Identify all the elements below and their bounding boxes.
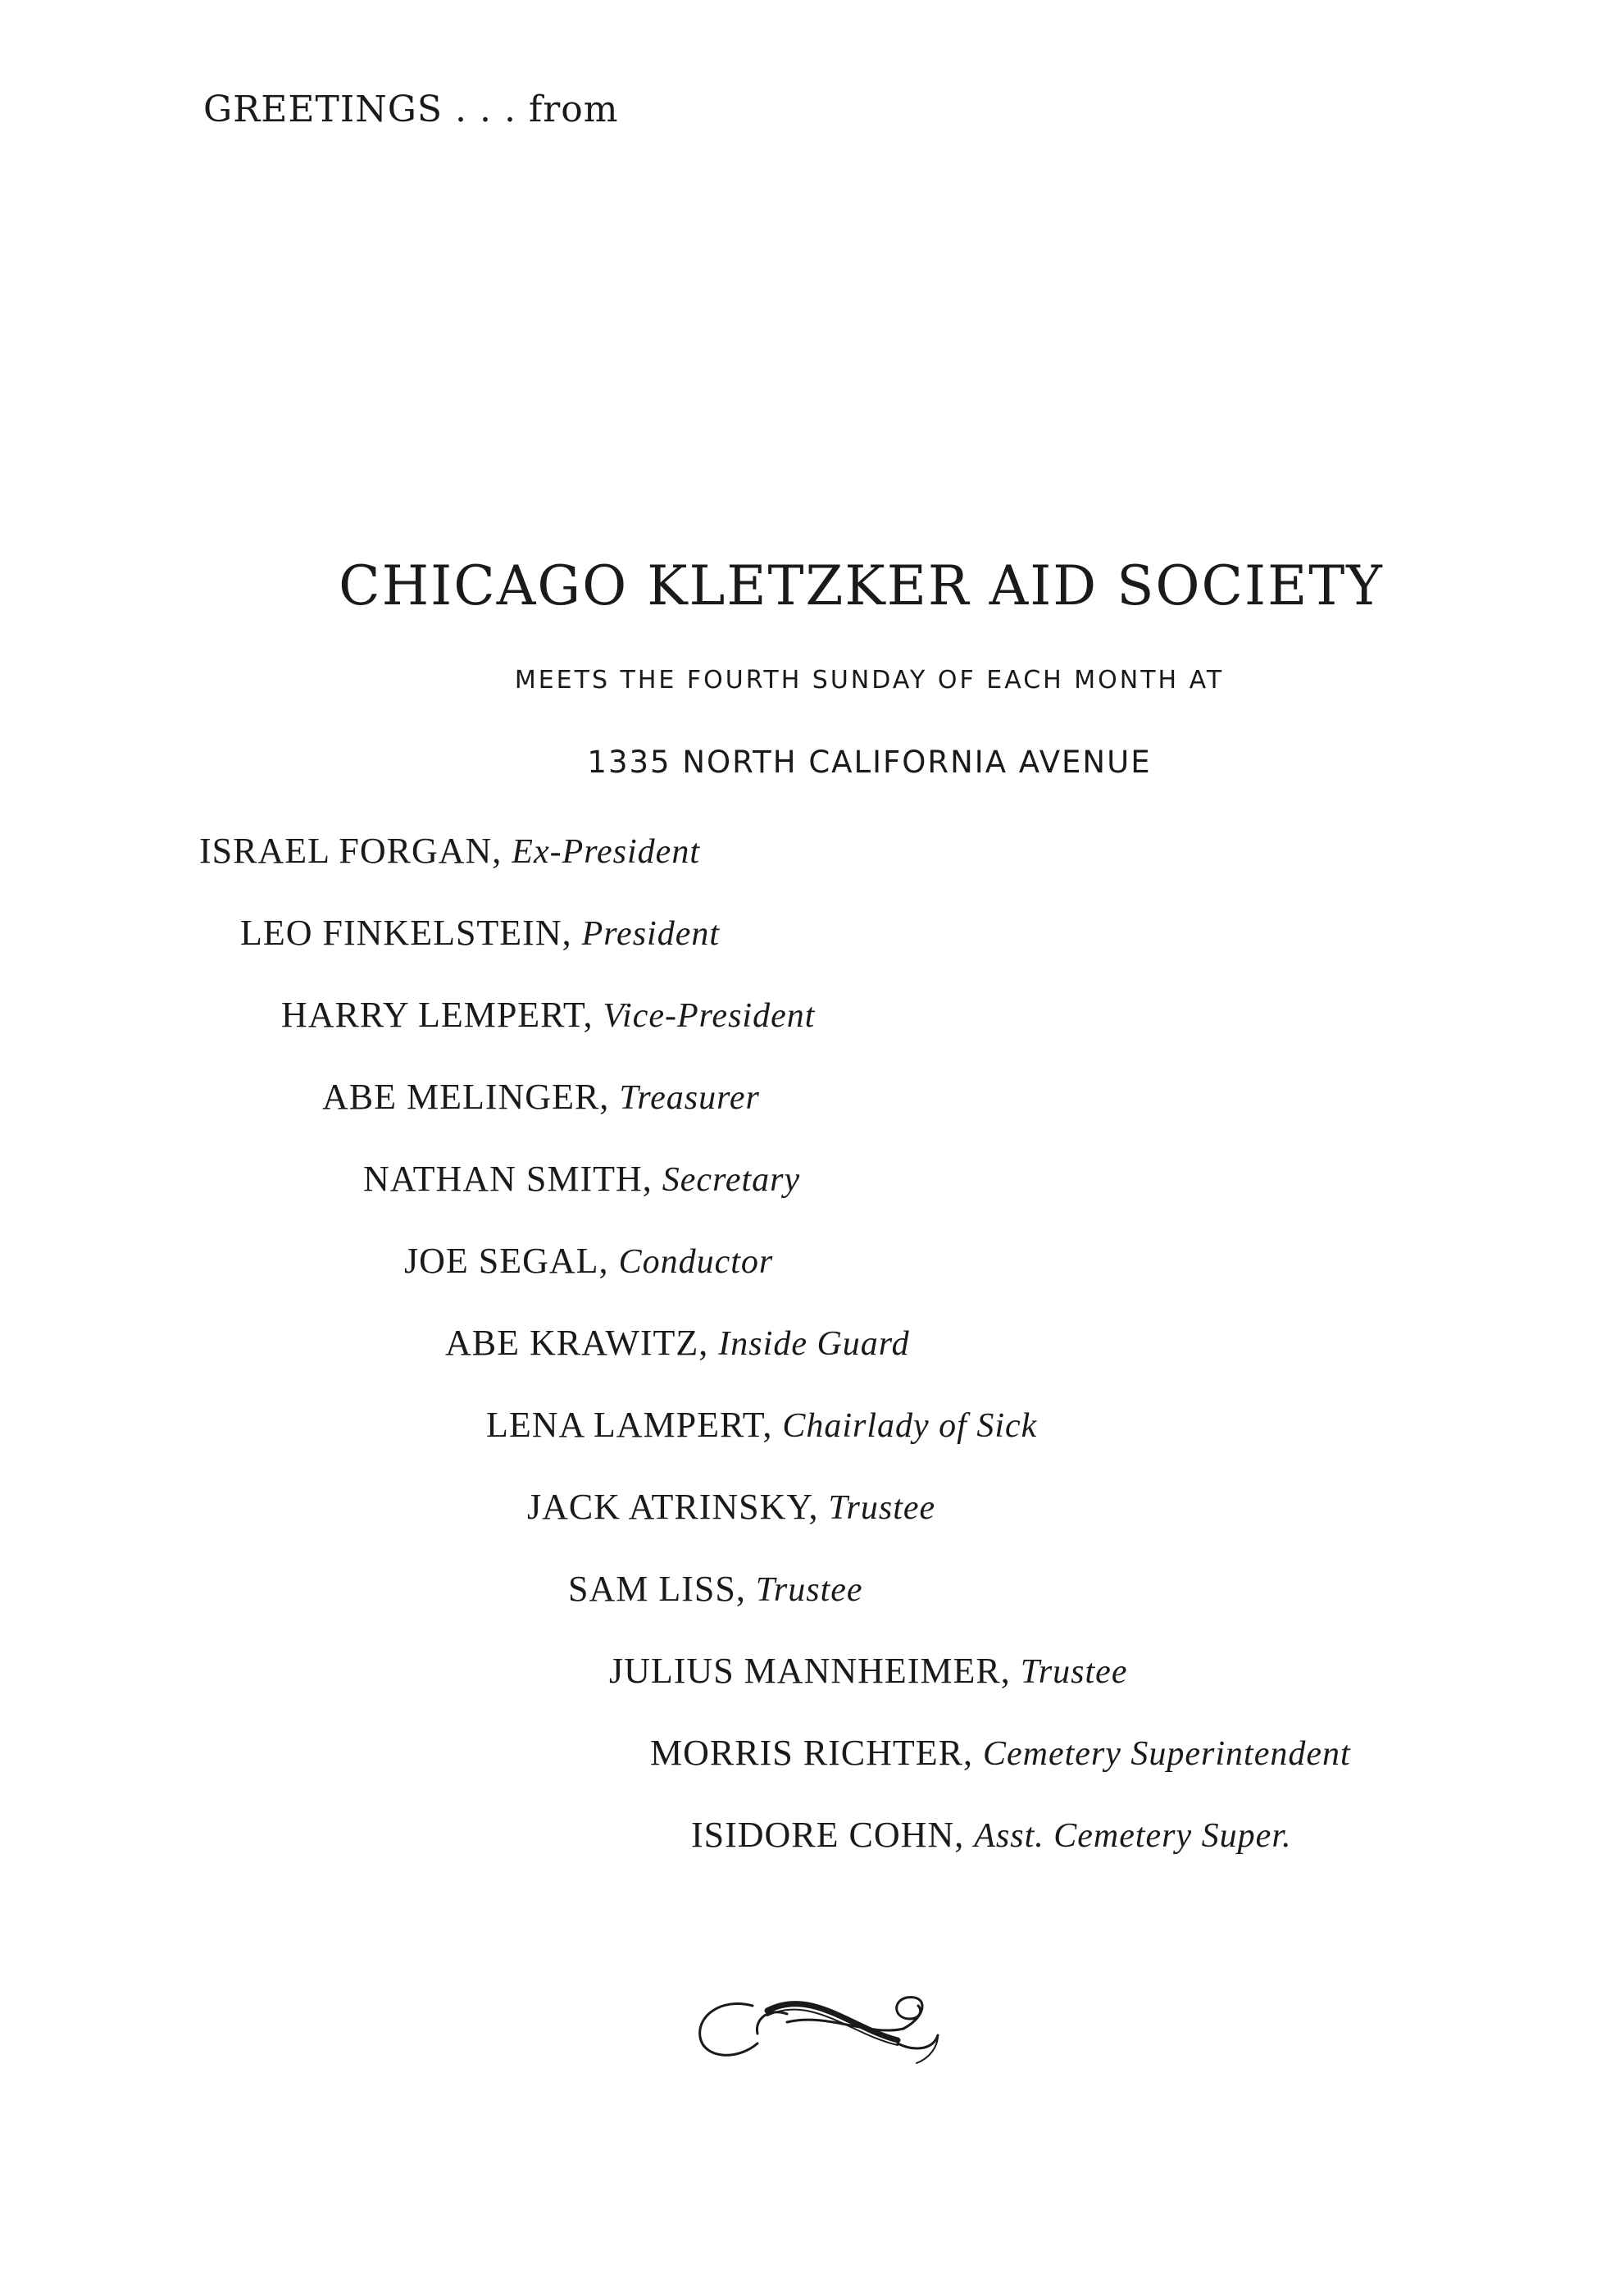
officer-entry	[609, 1650, 1127, 1692]
greeting-heading: GREETINGS . . . from	[203, 89, 619, 130]
officer-name: MORRIS RICHTER,	[650, 1733, 973, 1773]
officer-title: Treasurer	[619, 1079, 760, 1117]
officer-title: Trustee	[1020, 1653, 1128, 1691]
officer-entry	[445, 1322, 910, 1364]
officer-name: LEO FINKELSTEIN,	[240, 913, 572, 953]
officer-entry	[404, 1240, 773, 1282]
flourish-ornament-icon	[689, 1983, 951, 2073]
officer-title: Cemetery Superintendent	[982, 1735, 1351, 1773]
officer-name: ISIDORE COHN,	[691, 1815, 965, 1855]
officer-name: LENA LAMPERT,	[486, 1405, 773, 1445]
officer-entry	[240, 912, 720, 954]
officer-title: Secretary	[662, 1161, 801, 1199]
officer-title: Trustee	[755, 1571, 863, 1609]
officer-title: Trustee	[828, 1489, 936, 1527]
officer-entry	[322, 1076, 760, 1118]
officer-name: JACK ATRINSKY,	[527, 1487, 819, 1527]
officer-name: ABE KRAWITZ,	[445, 1323, 709, 1363]
meeting-info: MEETS THE FOURTH SUNDAY OF EACH MONTH AT	[514, 666, 1225, 695]
officer-title: Asst. Cemetery Super.	[974, 1817, 1292, 1855]
officer-entry	[199, 830, 700, 872]
officer-entry	[527, 1486, 935, 1528]
officer-name: JOE SEGAL,	[404, 1241, 609, 1281]
officer-entry	[568, 1568, 863, 1610]
officer-title: President	[581, 915, 721, 953]
officer-title: Inside Guard	[718, 1325, 910, 1363]
officer-name: JULIUS MANNHEIMER,	[609, 1651, 1011, 1691]
officer-entry	[691, 1814, 1292, 1856]
officer-name: ABE MELINGER,	[322, 1077, 610, 1117]
officer-title: Conductor	[618, 1243, 774, 1281]
officer-title: Ex-President	[512, 833, 700, 871]
officer-entry	[486, 1404, 1037, 1446]
officer-title: Chairlady of Sick	[782, 1407, 1038, 1445]
meeting-address: 1335 NORTH CALIFORNIA AVENUE	[587, 745, 1152, 780]
officer-entry	[281, 994, 815, 1036]
officer-name: ISRAEL FORGAN,	[199, 831, 503, 871]
officer-name: NATHAN SMITH,	[363, 1159, 653, 1199]
officer-name: SAM LISS,	[568, 1569, 746, 1609]
officer-entry	[650, 1732, 1351, 1774]
officer-title: Vice-President	[603, 997, 816, 1035]
society-name: CHICAGO KLETZKER AID SOCIETY	[339, 554, 1384, 617]
officer-entry	[363, 1158, 800, 1200]
officer-name: HARRY LEMPERT,	[281, 995, 594, 1035]
